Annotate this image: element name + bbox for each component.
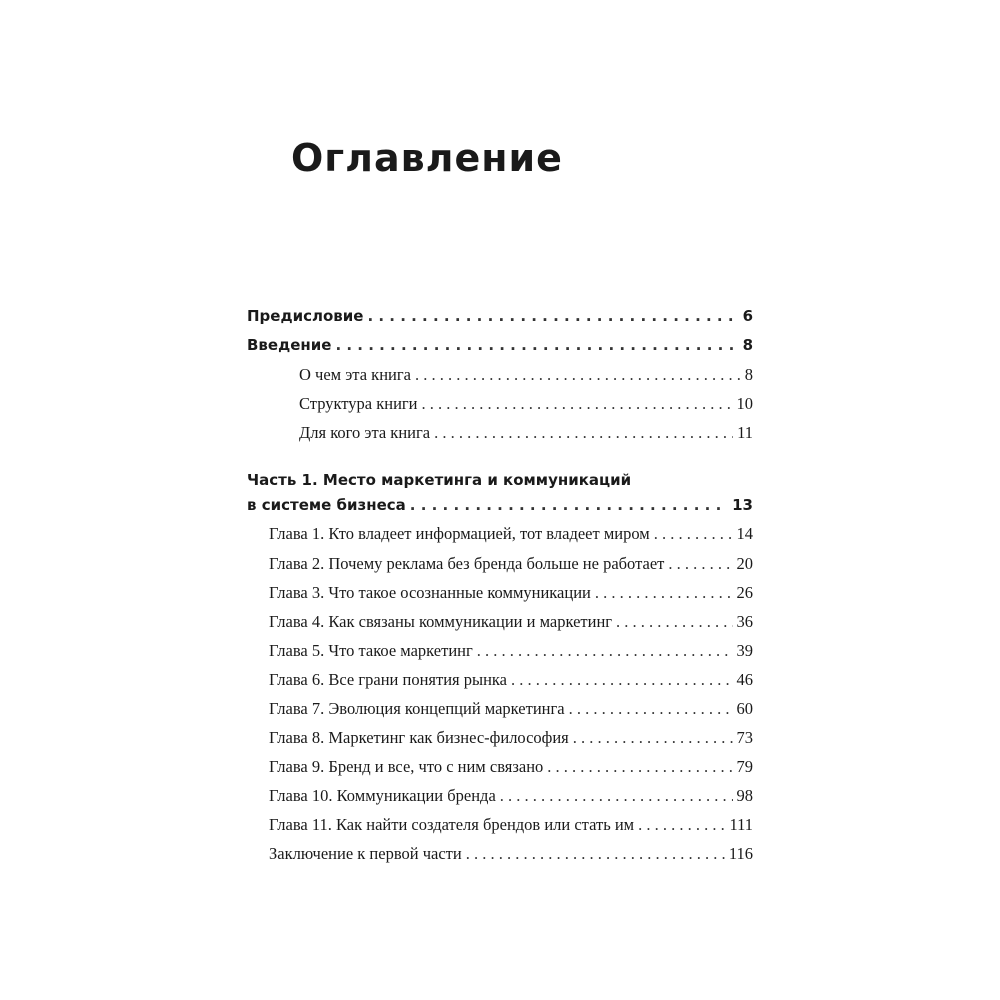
part-title-line1: Часть 1. Место маркетинга и коммуникаций [247, 471, 632, 489]
toc-entry-page: 10 [736, 394, 753, 413]
toc-entry-label: Глава 8. Маркетинг как бизнес-философия [269, 728, 569, 747]
toc-entry-intro-section [247, 423, 753, 443]
dot-leader [569, 699, 733, 719]
toc-entry-page: 8 [742, 336, 753, 354]
dot-leader [466, 844, 725, 864]
toc-entry-intro-section [247, 394, 753, 414]
toc-entry-page: 6 [742, 307, 753, 325]
toc-entry-chapter [247, 728, 753, 748]
toc-entry-page: 73 [736, 728, 753, 747]
toc-entry-page: 20 [736, 554, 753, 573]
toc-entry-page: 36 [736, 612, 753, 631]
toc-entry-label: Глава 6. Все грани понятия рынка [269, 670, 507, 689]
toc-entry-page: 116 [728, 844, 753, 863]
toc-entry-label: О чем эта книга [299, 365, 411, 384]
toc-entry-intro-section [247, 365, 753, 385]
dot-leader [434, 423, 733, 443]
toc-entry-chapter [247, 641, 753, 661]
toc-entry-page: 46 [736, 670, 753, 689]
dot-leader [654, 524, 733, 544]
dot-leader [367, 306, 738, 326]
toc-entry-label: Предисловие [247, 307, 364, 325]
toc-entry-label: Глава 2. Почему реклама без бренда больше не работает [269, 554, 665, 573]
toc-entry-label: Глава 5. Что такое маркетинг [269, 641, 473, 660]
toc-entry-chapter [247, 699, 753, 719]
toc-entry-conclusion [247, 844, 753, 864]
toc-entry-label: Глава 11. Как найти создателя брендов или стать им [269, 815, 635, 834]
toc-entry-part1 [247, 495, 753, 515]
toc-entry-page: 39 [736, 641, 753, 660]
part-title-line2: в системе бизнеса [247, 496, 406, 514]
dot-leader [638, 815, 725, 835]
dot-leader [668, 554, 732, 574]
page-title: Оглавление [291, 136, 563, 180]
toc-entry-introduction [247, 335, 753, 355]
toc-entry-page: 26 [736, 583, 753, 602]
toc-entry-label: Структура книги [299, 394, 418, 413]
toc-entry-label: Глава 3. Что такое осознанные коммуникации [269, 583, 591, 602]
dot-leader [511, 670, 733, 690]
toc-entry-page: 79 [736, 757, 753, 776]
toc-entry-label: Для кого эта книга [299, 423, 431, 442]
toc-entry-page: 60 [736, 699, 753, 718]
toc-entry-chapter [247, 583, 753, 603]
dot-leader [547, 757, 732, 777]
dot-leader [422, 394, 733, 414]
toc-entry-label: Введение [247, 336, 332, 354]
toc-entry-chapter [247, 554, 753, 574]
dot-leader [500, 786, 733, 806]
dot-leader [415, 365, 741, 385]
toc-entry-label: Глава 4. Как связаны коммуникации и маркетинг [269, 612, 613, 631]
dot-leader [335, 335, 738, 355]
toc-entry-label: Глава 9. Бренд и все, что с ним связано [269, 757, 544, 776]
dot-leader [573, 728, 733, 748]
toc-entry-chapter [247, 670, 753, 690]
toc-entry-chapter [247, 612, 753, 632]
toc-entry-chapter [247, 757, 753, 777]
toc-entry-chapter [247, 786, 753, 806]
toc-entry-page: 98 [736, 786, 753, 805]
toc-entry-page: 14 [736, 524, 753, 543]
toc-entry-page: 11 [737, 423, 753, 442]
toc-entry-label: Глава 10. Коммуникации бренда [269, 786, 496, 805]
dot-leader [477, 641, 733, 661]
toc-entry-page: 111 [729, 815, 753, 834]
toc-entry-chapter [247, 815, 753, 835]
toc-entry-label: Заключение к первой части [269, 844, 462, 863]
dot-leader [595, 583, 733, 603]
dot-leader [410, 495, 728, 515]
toc-entry-page: 8 [744, 365, 753, 384]
dot-leader [616, 612, 732, 632]
toc-entry-label: Глава 7. Эволюция концепций маркетинга [269, 699, 565, 718]
toc-entry-page: 13 [732, 496, 753, 514]
toc-entry-chapter [247, 524, 753, 544]
table-of-contents [247, 0, 753, 1000]
toc-entry-preface [247, 306, 753, 326]
toc-entry-label: Глава 1. Кто владеет информацией, тот владеет миром [269, 524, 650, 543]
